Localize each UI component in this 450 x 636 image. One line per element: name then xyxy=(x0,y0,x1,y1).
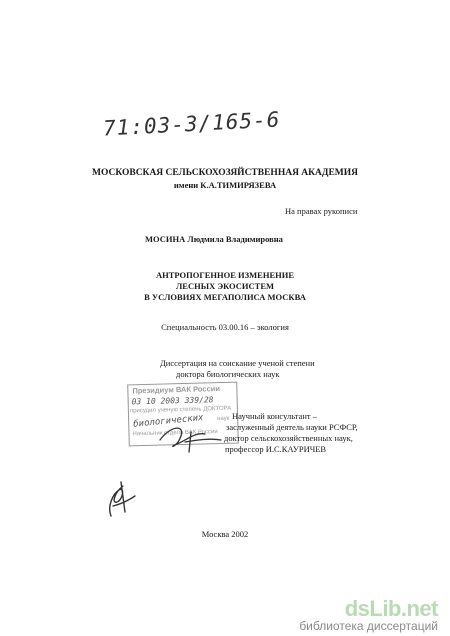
consultant-line-3: доктор сельскохозяйственных наук, xyxy=(224,433,353,443)
degree-line-2: доктора биологических наук xyxy=(176,369,280,379)
title-line-1: АНТРОПОГЕННОЕ ИЗМЕНЕНИЕ xyxy=(155,270,295,280)
city-and-year: Москва 2002 xyxy=(201,529,249,539)
dslib-watermark[interactable] xyxy=(299,596,438,633)
title-line-3: В УСЛОВИЯХ МЕГАПОЛИСА МОСКВА xyxy=(144,292,306,302)
stamp-line-3: присудил ученую степень ДОКТОРА xyxy=(129,405,232,415)
handwritten-registration-code: 71:03-3/165-6 xyxy=(102,107,281,141)
manuscript-rights-label: На правах рукописи xyxy=(285,206,358,216)
specialty: Специальность 03.00.16 – экология xyxy=(161,322,289,332)
institution-named-after: имени К.А.ТИМИРЯЗЕВА xyxy=(173,180,277,190)
watermark-brand[interactable]: dsLib.net xyxy=(344,596,438,621)
institution-name: МОСКОВСКАЯ СЕЛЬСКОХОЗЯЙСТВЕННАЯ АКАДЕМИЯ xyxy=(91,168,359,178)
stamp-field: биологических xyxy=(132,413,204,430)
stamp-date: 03 10 2003 xyxy=(131,396,180,407)
stamp-line-6: Начальник отдела ВАК России xyxy=(132,429,218,438)
author-name: МОСИНА Людмила Владимировна xyxy=(145,234,283,244)
degree-line-1: Диссертация на соискание ученой степени xyxy=(160,358,315,368)
stamp-number: 339/28 xyxy=(184,395,214,405)
title-line-2: ЛЕСНЫХ ЭКОСИСТЕМ xyxy=(175,281,275,291)
consultant-line-4: профессор И.С.КАУРИЧЕВ xyxy=(225,444,327,454)
chief-signature xyxy=(155,418,225,458)
stamp-line-1: Президиум ВАК России xyxy=(132,384,221,396)
author-signature xyxy=(103,476,139,522)
consultant-line-1: Научный консультант – xyxy=(232,411,317,421)
consultant-line-2: заслуженный деятель науки РСФСР, xyxy=(226,422,358,432)
watermark-subtitle: библиотека диссертаций xyxy=(299,619,438,633)
stamp-line-5: наук xyxy=(217,415,230,423)
